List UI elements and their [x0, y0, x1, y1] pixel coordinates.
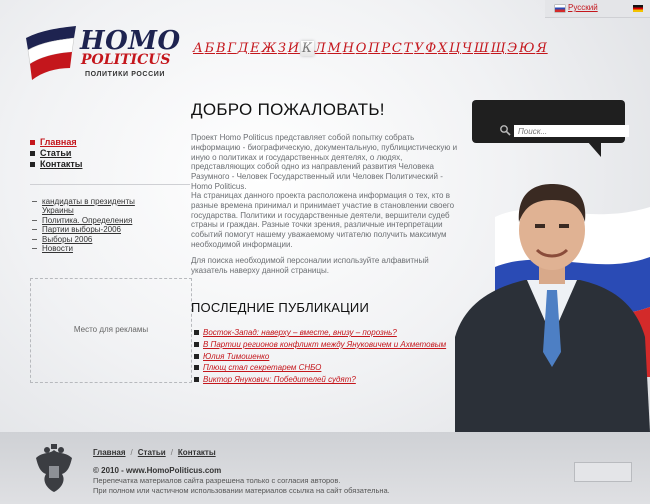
hero-area — [455, 92, 650, 432]
flag-swoosh-icon — [24, 24, 80, 86]
footer-nav-link[interactable]: Статьи — [137, 448, 166, 457]
alphabet-letter[interactable]: Ф — [425, 41, 437, 56]
search-panel-tail — [587, 141, 601, 157]
alphabet-letter[interactable]: Т — [403, 41, 414, 56]
politician-photo — [455, 162, 650, 432]
alphabet-letter[interactable]: Б — [204, 41, 216, 56]
alphabet-letter[interactable]: А — [193, 41, 204, 56]
alphabet-letter[interactable]: Н — [342, 41, 355, 56]
nav-item[interactable]: Главная — [30, 137, 82, 148]
alphabet-letter[interactable]: В — [216, 41, 227, 56]
alphabet-letter[interactable]: Ш — [473, 41, 490, 56]
publication-link[interactable]: Юлия Тимошенко — [194, 351, 446, 363]
coat-of-arms-icon — [32, 444, 76, 496]
category-link[interactable]: Политика. Определения — [32, 216, 135, 225]
publication-link[interactable]: Восток-Запад: наверху – вместе, внизу – порознь? — [194, 327, 446, 339]
alphabet-letter[interactable]: Ч — [462, 41, 473, 56]
logo-title: HOMO — [80, 26, 181, 56]
footer-note: Перепечатка материалов сайта разрешена только с согласия авторов. — [93, 476, 341, 485]
footer — [0, 432, 650, 504]
alphabet-letter[interactable]: Ю — [519, 41, 536, 56]
copyright: © 2010 - www.HomoPoliticus.com — [93, 466, 222, 475]
alphabet-letter[interactable]: Е — [250, 41, 261, 56]
footer-nav-separator: / — [130, 448, 133, 457]
nav-divider — [30, 184, 190, 185]
alphabet-letter[interactable]: З — [277, 41, 287, 56]
alphabet-letter[interactable]: Щ — [490, 41, 507, 56]
alphabet-letter[interactable]: Г — [227, 41, 237, 56]
category-link[interactable]: Украины — [42, 206, 74, 216]
alphabet-letter[interactable]: М — [327, 41, 342, 56]
alphabet-letter[interactable]: Ж — [261, 41, 277, 56]
nav-item[interactable]: Контакты — [30, 159, 82, 170]
language-link[interactable]: Русский — [568, 3, 598, 12]
intro-paragraph: Для поиска необходимой персоналии используйте алфавитный указатель наверху данной страницы. — [191, 256, 429, 275]
visitor-counter[interactable] — [574, 462, 632, 482]
footer-nav-separator: / — [170, 448, 173, 457]
language-bar — [545, 0, 650, 18]
alphabet-letter[interactable]: П — [368, 41, 381, 56]
german-flag-icon[interactable] — [633, 5, 643, 12]
alphabet-letter[interactable]: С — [391, 41, 403, 56]
alphabet-letter[interactable]: Д — [237, 41, 250, 56]
category-link[interactable]: Выборы 2006 — [32, 235, 135, 244]
alphabet-letter[interactable]: Э — [507, 41, 519, 56]
page-title: ДОБРО ПОЖАЛОВАТЬ! — [191, 100, 385, 119]
site-logo[interactable] — [24, 24, 194, 94]
russian-flag-icon[interactable] — [555, 5, 565, 12]
main-nav — [30, 137, 82, 170]
intro-paragraph: Проект Homo Politicus представляет собой попытку собрать информацию - биографическую, документальную, публицистическую и иную о политиках и государственных деятелях, о людях, представляющих собой одно из направлений развития Человека Разумного - Человек Государственный или Человек Политический - Homo Politicus. — [191, 133, 458, 191]
logo-tagline: ПОЛИТИКИ РОССИИ — [85, 71, 165, 78]
footer-note: При полном или частичном использовании материалов ссылка на сайт обязательна. — [93, 486, 390, 495]
footer-nav — [93, 448, 216, 457]
publication-link[interactable]: Виктор Янукович: Победителей судят? — [194, 374, 446, 386]
publication-link[interactable]: Плющ стал секретарем СНБО — [194, 362, 446, 374]
search-icon[interactable] — [499, 124, 511, 136]
alphabet-index — [193, 41, 549, 56]
category-nav — [32, 197, 135, 253]
footer-nav-link[interactable]: Контакты — [177, 448, 216, 457]
logo-subtitle: POLITICUS — [81, 52, 171, 68]
alphabet-letter[interactable]: И — [287, 41, 300, 56]
footer-nav-link[interactable]: Главная — [93, 448, 126, 457]
category-link[interactable]: кандидаты в президенты — [32, 197, 135, 206]
alphabet-letter[interactable]: У — [414, 41, 425, 56]
alphabet-letter[interactable]: Я — [536, 41, 548, 56]
nav-item[interactable]: Статьи — [30, 148, 82, 159]
category-link[interactable]: Партии выборы-2006 — [32, 225, 135, 234]
publications-heading: ПОСЛЕДНИЕ ПУБЛИКАЦИИ — [191, 300, 369, 315]
intro-paragraph: На страницах данного проекта расположена информация о тех, кто в разные времена принимал и принимает участие в становлении своего государства. Политики и государственные деятели, вершители судеб страны и граждан. Разные точки зрения, различные интерпретации событий помогут нашему уважаемому читателю получить максимум необходимой информации. — [191, 191, 455, 249]
search-input[interactable] — [514, 125, 629, 137]
publications-list — [194, 327, 446, 386]
search-panel — [472, 100, 625, 143]
alphabet-letter[interactable]: К — [301, 41, 313, 56]
alphabet-letter[interactable]: О — [355, 41, 368, 56]
ad-placeholder-text: Место для рекламы — [73, 325, 149, 334]
category-link[interactable]: Новости — [32, 244, 135, 253]
alphabet-letter[interactable]: Ц — [448, 41, 462, 56]
alphabet-letter[interactable]: Р — [381, 41, 391, 56]
alphabet-letter[interactable]: Л — [314, 41, 327, 56]
publication-link[interactable]: В Партии регионов конфликт между Януковичем и Ахметовым — [194, 339, 446, 351]
alphabet-letter[interactable]: Х — [437, 41, 448, 56]
ad-placeholder[interactable] — [30, 278, 192, 383]
